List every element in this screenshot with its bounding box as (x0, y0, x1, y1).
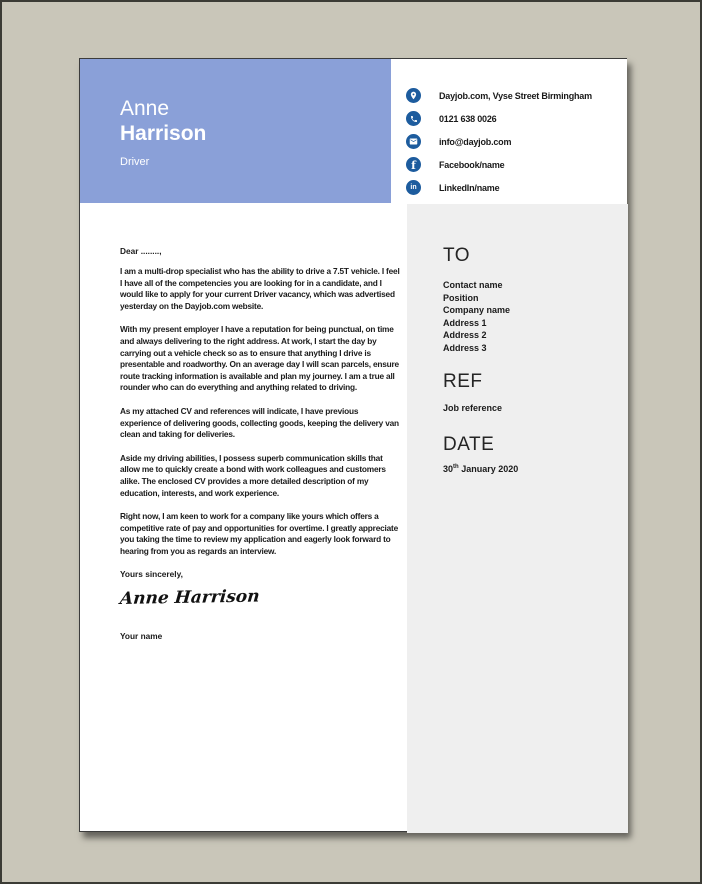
contact-row-address (391, 84, 627, 107)
date-ordinal: th (453, 464, 459, 470)
header-block (80, 59, 391, 203)
paragraph-5: Right now, I am keen to work for a company like yours which offers a competitive rate of pay and opportunities for overtime. I greatly appreciate you taking the time to review my application and eagerly look forward to hearing from you as regards an interview. (120, 511, 399, 556)
letter-body (120, 246, 400, 641)
contact-row-facebook (391, 153, 627, 176)
contact-block (391, 59, 627, 204)
job-title: Driver (120, 156, 150, 168)
name-placeholder: Your name (120, 631, 163, 642)
contact-row-phone (391, 107, 627, 130)
contact-email: info@dayjob.com (439, 136, 512, 147)
signature: Anne Harrison (119, 587, 261, 610)
phone-icon (406, 111, 421, 126)
contact-row-email (391, 130, 627, 153)
paragraph-1: I am a multi-drop specialist who has the ability to drive a 7.5T vehicle. I feel I have all of the competencies you are looking for in a candidate, and I would like to apply for your current Driver vacancy, which was advertised yesterday on the Dayjob.com website. (120, 266, 400, 311)
job-reference: Job reference (443, 403, 503, 413)
paragraph-4: Aside my driving abilities, I possess superb communication skills that allow me to quickly create a bond with work colleagues and customers alike. The enclosed CV provides a more detailed description of my education, interests, and work experience. (120, 452, 386, 498)
paragraph-3: As my attached CV and references will indicate, I have previous experience of delivering goods, collecting goods, keeping the delivery van clean and taking for deliveries. (120, 405, 399, 440)
to-address-2: Address 2 (443, 330, 487, 340)
date-day: 30 (443, 464, 454, 474)
contact-address: Dayjob.com, Vyse Street Birmingham (439, 90, 592, 101)
to-position: Position (443, 292, 479, 303)
sidebar (407, 204, 628, 833)
to-contact-name: Contact name (443, 280, 503, 290)
contact-phone: 0121 638 0026 (439, 113, 497, 124)
to-address-3: Address 3 (443, 342, 487, 353)
first-name: Anne (120, 97, 170, 120)
last-name: Harrison (120, 122, 207, 145)
to-lines (443, 279, 610, 354)
location-pin-icon (406, 88, 421, 103)
date-value (443, 464, 610, 474)
email-icon (406, 134, 421, 149)
to-company-name: Company name (443, 305, 511, 315)
contact-row-linkedin (391, 176, 627, 199)
paragraph-2: With my present employer I have a reputation for being punctual, on time and always delivering to the right address. At work, I start the day by carrying out a vehicle check so as to ensure that anything I drive is presentable and roadworthy. On an average day I will scan parcels, ensure route tracking information is available and plan my journey. I am a true all rounder who can do everything and anything related to driving. (120, 324, 399, 393)
ref-heading: REF (443, 371, 483, 392)
to-heading: TO (443, 245, 471, 266)
salutation: Dear ........, (120, 246, 162, 256)
facebook-icon: f (406, 157, 421, 172)
date-heading: DATE (443, 434, 495, 455)
document-page (79, 58, 627, 832)
date-rest: January 2020 (458, 464, 519, 474)
to-address-1: Address 1 (443, 317, 487, 328)
contact-facebook: Facebook/name (439, 159, 505, 170)
linkedin-icon: in (406, 180, 421, 195)
closing: Yours sincerely, (120, 569, 183, 580)
contact-linkedin: LinkedIn/name (439, 182, 500, 193)
